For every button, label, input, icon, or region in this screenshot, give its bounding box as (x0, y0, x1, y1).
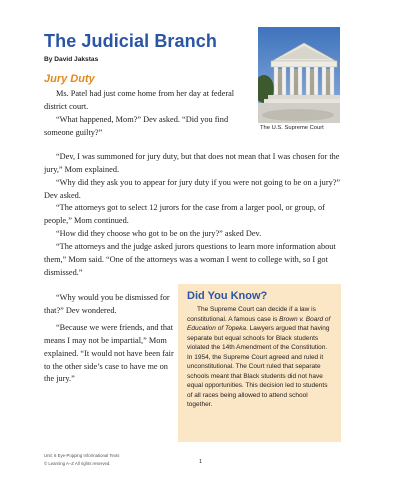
story-paragraph: “The attorneys and the judge asked jurors questions to learn more information about them,” Mom said. “One of the attorneys was a woman I went to college with, so I got dismissed.” (44, 241, 336, 277)
story-paragraph: Ms. Patel had just come home from her day at federal district court. (44, 89, 235, 111)
footer-unit-line: Unit: 6 Eye-Popping Informational Texts (44, 453, 120, 458)
story-paragraph: “Dev, I was summoned for jury duty, but that does not mean that I was chosen for the jury,” Mom explained. (44, 152, 340, 174)
did-you-know-text-start: The Supreme Court can decide if a law is constitutional. A famous case is (187, 306, 316, 323)
story-lower (44, 292, 174, 386)
did-you-know-title: Did You Know? (187, 290, 268, 302)
story-paragraph: “How did they choose who got to be on the jury?” asked Dev. (56, 229, 262, 239)
case-name: Brown v. Board of Education of Topeka (187, 315, 331, 333)
story-upper (44, 88, 256, 139)
footer (44, 452, 119, 468)
page-number: 1 (199, 459, 203, 465)
byline: By David Jakstas (44, 56, 99, 63)
story-middle (44, 151, 344, 279)
did-you-know-box (178, 284, 341, 442)
story-paragraph: “The attorneys got to select 12 jurors for the case from a larger pool, or group, of people,” Mom continued. (44, 203, 325, 226)
story-paragraph: “Why would you be dismissed for that?” Dev wondered. (44, 293, 170, 315)
page-title: The Judicial Branch (44, 31, 217, 51)
section-heading: Jury Duty (44, 73, 95, 85)
supreme-court-building-image (258, 27, 340, 123)
story-paragraph: “Why did they ask you to appear for jury duty if you were not going to be on a jury?” Dev asked. (44, 177, 341, 200)
story-paragraph: “What happened, Mom?” Dev asked. “Did you find someone guilty?” (44, 114, 229, 137)
supreme-court-photo (258, 27, 340, 123)
did-you-know-text-end: . Lawyers argued that having separate but equal schools for Black students violated the 14th Amendment of the Constitution. In 1954, the Supreme Court agreed and ruled it unconstitutional. The Court ruled that separate schools meant that Black students did not have equal opportunities. This decision led to students of all races being allowed to attend school together. (187, 325, 330, 409)
footer-copyright-line: © Learning A–Z All rights reserved. (44, 461, 111, 466)
photo-caption: The U.S. Supreme Court (260, 125, 324, 131)
story-paragraph: “Because we were friends, and that means I may not be impartial,” Mom explained. “It would not have been fair to the other side’s case to have me on the jury.” (44, 322, 174, 384)
did-you-know-text (187, 305, 333, 410)
